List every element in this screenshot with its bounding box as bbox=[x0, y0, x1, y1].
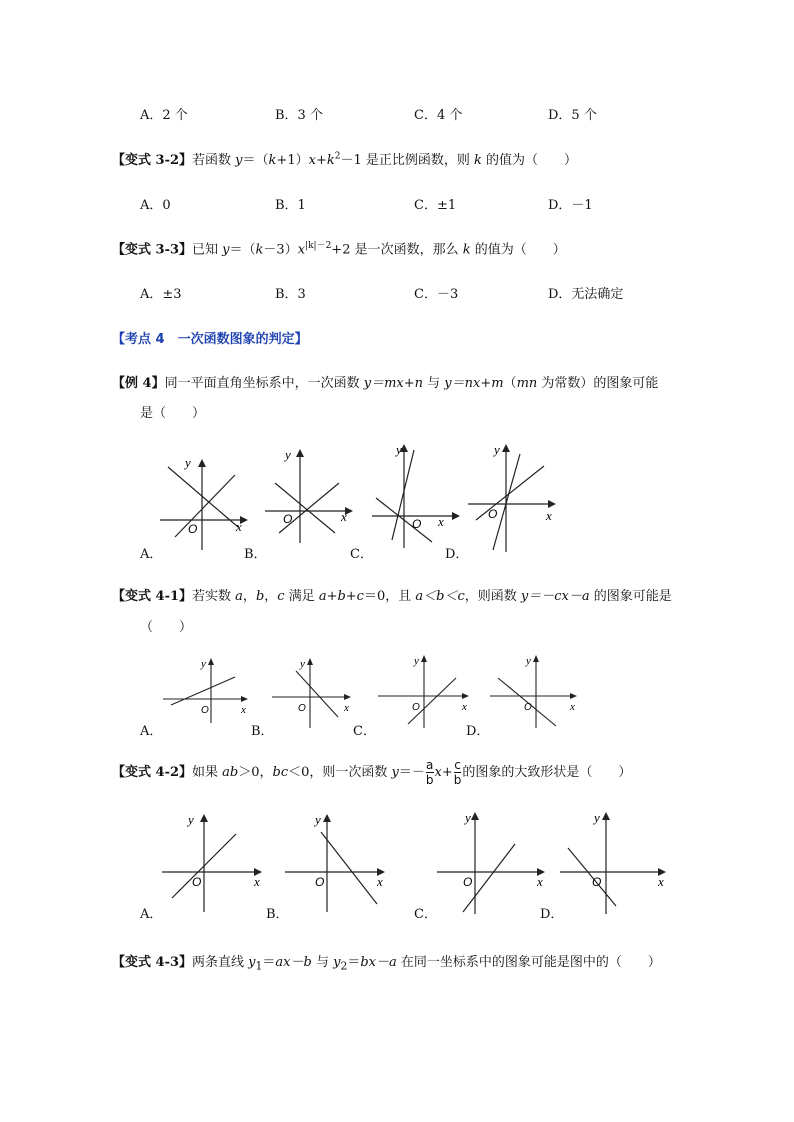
var: k bbox=[268, 153, 277, 168]
x-axis-label: x bbox=[462, 701, 467, 713]
y-axis-label: y bbox=[594, 810, 600, 825]
option-a: A．0 bbox=[140, 198, 171, 213]
x-axis-label: x bbox=[236, 519, 242, 534]
graph-42-d bbox=[560, 808, 670, 918]
var: y bbox=[391, 765, 399, 780]
y-axis-label: y bbox=[188, 812, 194, 827]
y-axis-label: y bbox=[285, 447, 291, 462]
text: +2 是一次函数，那么 bbox=[331, 242, 463, 258]
example-4 bbox=[112, 372, 658, 391]
text: －1 是正比例函数，则 bbox=[340, 153, 475, 168]
origin-label: O bbox=[463, 875, 473, 889]
graph-ex4-b bbox=[265, 445, 355, 545]
option-a: A．±3 bbox=[140, 287, 182, 302]
text: + bbox=[315, 153, 327, 168]
question-tag: 【变式 4-3】 bbox=[112, 955, 193, 970]
text: 如果 bbox=[192, 765, 223, 780]
question-4-2 bbox=[112, 758, 631, 788]
graph-41-b bbox=[272, 655, 362, 730]
text: 在同一坐标系中的图象可能是图中的（ ） bbox=[396, 955, 661, 970]
text: ，则函数 bbox=[464, 589, 521, 604]
origin-label: O bbox=[298, 703, 306, 714]
formula: a＜b＜c bbox=[415, 589, 465, 604]
x-axis-label: x bbox=[341, 509, 347, 524]
exponent: |k|－2 bbox=[305, 241, 332, 251]
formula: ax－b bbox=[275, 955, 312, 970]
text: 的图象的大致形状是（ ） bbox=[462, 765, 632, 780]
var: ab bbox=[222, 765, 239, 780]
origin-label: O bbox=[412, 702, 420, 713]
text: －3） bbox=[263, 242, 298, 258]
y-axis-label: y bbox=[185, 455, 191, 470]
option-d: D．无法确定 bbox=[548, 287, 624, 302]
var: k bbox=[255, 242, 264, 258]
x-axis-label: x bbox=[537, 874, 543, 889]
var: y bbox=[222, 242, 230, 258]
option-d: D．5 个 bbox=[548, 108, 597, 123]
question-tag: 【变式 3-2】 bbox=[112, 153, 193, 168]
var: a bbox=[235, 589, 243, 604]
var: mn bbox=[516, 376, 538, 391]
choice-label-b: B． bbox=[251, 724, 274, 739]
var: y bbox=[333, 955, 341, 970]
y-axis-label: y bbox=[465, 810, 471, 825]
origin-label: O bbox=[192, 875, 202, 889]
option-a: A．2 个 bbox=[140, 108, 188, 123]
fraction-c-over-b bbox=[454, 758, 462, 787]
choice-label-d: D． bbox=[540, 907, 564, 922]
y-axis-label: y bbox=[201, 658, 206, 670]
graph-ex4-a bbox=[160, 455, 250, 555]
subscript: 2 bbox=[340, 959, 348, 973]
y-axis-label: y bbox=[300, 658, 305, 670]
choice-label-a: A． bbox=[140, 724, 163, 739]
text: 若实数 bbox=[192, 589, 236, 604]
y-axis-label: y bbox=[494, 442, 500, 457]
option-b: B．3 个 bbox=[275, 108, 323, 123]
choice-label-b: B． bbox=[266, 907, 289, 922]
denominator: b bbox=[453, 773, 462, 787]
text: 同一平面直角坐标系中，一次函数 bbox=[164, 376, 364, 391]
question-tag: 【例 4】 bbox=[112, 376, 165, 391]
exponent: 2 bbox=[334, 151, 341, 162]
x-axis-label: x bbox=[658, 874, 664, 889]
graph-41-a bbox=[163, 655, 253, 725]
question-tag: 【变式 3-3】 bbox=[112, 242, 193, 258]
origin-label: O bbox=[188, 522, 198, 536]
formula: y＝－cx－a bbox=[520, 589, 590, 604]
graph-41-d bbox=[490, 652, 585, 730]
x-axis-label: x bbox=[377, 874, 383, 889]
var: x bbox=[308, 153, 316, 168]
y-axis-label: y bbox=[526, 655, 531, 667]
numerator: c bbox=[454, 758, 461, 772]
x-axis-label: x bbox=[241, 704, 246, 716]
text: ＝－ bbox=[398, 765, 425, 780]
var: k bbox=[474, 153, 482, 168]
text: 与 bbox=[311, 955, 334, 970]
x-axis-label: x bbox=[546, 508, 552, 523]
text: ＝ bbox=[262, 955, 276, 970]
choice-label-a: A． bbox=[140, 547, 163, 562]
var: y bbox=[235, 153, 243, 168]
formula: a+b+c bbox=[318, 589, 364, 604]
text: 与 bbox=[423, 376, 445, 391]
graph-41-c bbox=[378, 652, 478, 730]
origin-label: O bbox=[592, 875, 602, 889]
subscript: 1 bbox=[255, 959, 263, 973]
x-axis-label: x bbox=[438, 514, 444, 529]
text: 的值为（ ） bbox=[470, 242, 566, 258]
formula: y＝mx+n bbox=[363, 376, 423, 391]
choice-label-d: D． bbox=[445, 547, 469, 562]
graph-ex4-c bbox=[372, 440, 462, 550]
formula: bx－a bbox=[360, 955, 397, 970]
option-b: B．1 bbox=[275, 198, 306, 213]
numerator: a bbox=[426, 758, 434, 772]
choice-label-d: D． bbox=[466, 724, 490, 739]
graph-42-a bbox=[162, 810, 267, 915]
var: b bbox=[255, 589, 265, 604]
question-4-1-line2: （ ） bbox=[140, 620, 193, 635]
origin-label: O bbox=[315, 875, 325, 889]
text: ， bbox=[242, 589, 256, 604]
question-tag: 【变式 4-2】 bbox=[112, 765, 193, 780]
choice-label-c: C． bbox=[353, 724, 376, 739]
y-axis-label: y bbox=[396, 442, 402, 457]
option-c: C．4 个 bbox=[414, 108, 463, 123]
text: 两条直线 bbox=[192, 955, 249, 970]
y-axis-label: y bbox=[315, 812, 321, 827]
origin-label: O bbox=[283, 512, 293, 526]
graph-ex4-d bbox=[468, 440, 563, 555]
x-axis-label: x bbox=[254, 874, 260, 889]
option-c: C．±1 bbox=[414, 198, 457, 213]
text: ＝（ bbox=[242, 153, 269, 168]
text: ， bbox=[264, 589, 278, 604]
origin-label: O bbox=[488, 507, 498, 521]
text: 若函数 bbox=[192, 153, 236, 168]
question-4-1 bbox=[112, 585, 672, 604]
var: k bbox=[462, 242, 471, 258]
var: c bbox=[277, 589, 285, 604]
origin-label: O bbox=[201, 705, 209, 716]
origin-label: O bbox=[412, 517, 422, 531]
text: ＝（ bbox=[229, 242, 256, 258]
x-axis-label: x bbox=[344, 702, 349, 714]
text: ＝0，且 bbox=[363, 589, 416, 604]
question-4-3 bbox=[112, 951, 661, 973]
option-b: B．3 bbox=[275, 287, 306, 302]
text: 为常数）的图象可能 bbox=[537, 376, 659, 391]
question-tag: 【变式 4-1】 bbox=[112, 589, 193, 604]
section-heading: 【考点 4 一次函数图象的判定】 bbox=[112, 332, 308, 347]
formula: y＝nx+m bbox=[444, 376, 504, 391]
text: 满足 bbox=[284, 589, 319, 604]
choice-label-c: C． bbox=[414, 907, 437, 922]
text: + bbox=[441, 765, 453, 780]
var: bc bbox=[272, 765, 289, 780]
option-c: C．－3 bbox=[414, 287, 459, 302]
text: ＜0，则一次函数 bbox=[288, 765, 392, 780]
option-d: D．－1 bbox=[548, 198, 593, 213]
text: 的图象可能是 bbox=[589, 589, 672, 604]
text: +1） bbox=[276, 153, 309, 168]
fraction-a-over-b bbox=[426, 758, 434, 787]
graph-42-c bbox=[437, 808, 552, 918]
y-axis-label: y bbox=[414, 655, 419, 667]
text: 的值为（ ） bbox=[481, 153, 578, 168]
question-3-2 bbox=[112, 149, 577, 168]
choice-label-a: A． bbox=[140, 907, 163, 922]
text: ＞0， bbox=[238, 765, 273, 780]
text: （ bbox=[503, 376, 517, 391]
denominator: b bbox=[425, 773, 434, 787]
text: 已知 bbox=[192, 242, 223, 258]
x-axis-label: x bbox=[570, 701, 575, 713]
var: y bbox=[248, 955, 256, 970]
question-3-3 bbox=[112, 238, 566, 257]
origin-label: O bbox=[524, 702, 532, 713]
var: x bbox=[297, 242, 306, 258]
var: x bbox=[434, 765, 442, 780]
var: k bbox=[326, 153, 335, 168]
text: ＝ bbox=[347, 955, 361, 970]
graph-42-b bbox=[285, 810, 390, 915]
example-4-line2: 是（ ） bbox=[140, 406, 206, 421]
choice-label-c: C． bbox=[350, 547, 373, 562]
choice-label-b: B． bbox=[244, 547, 267, 562]
